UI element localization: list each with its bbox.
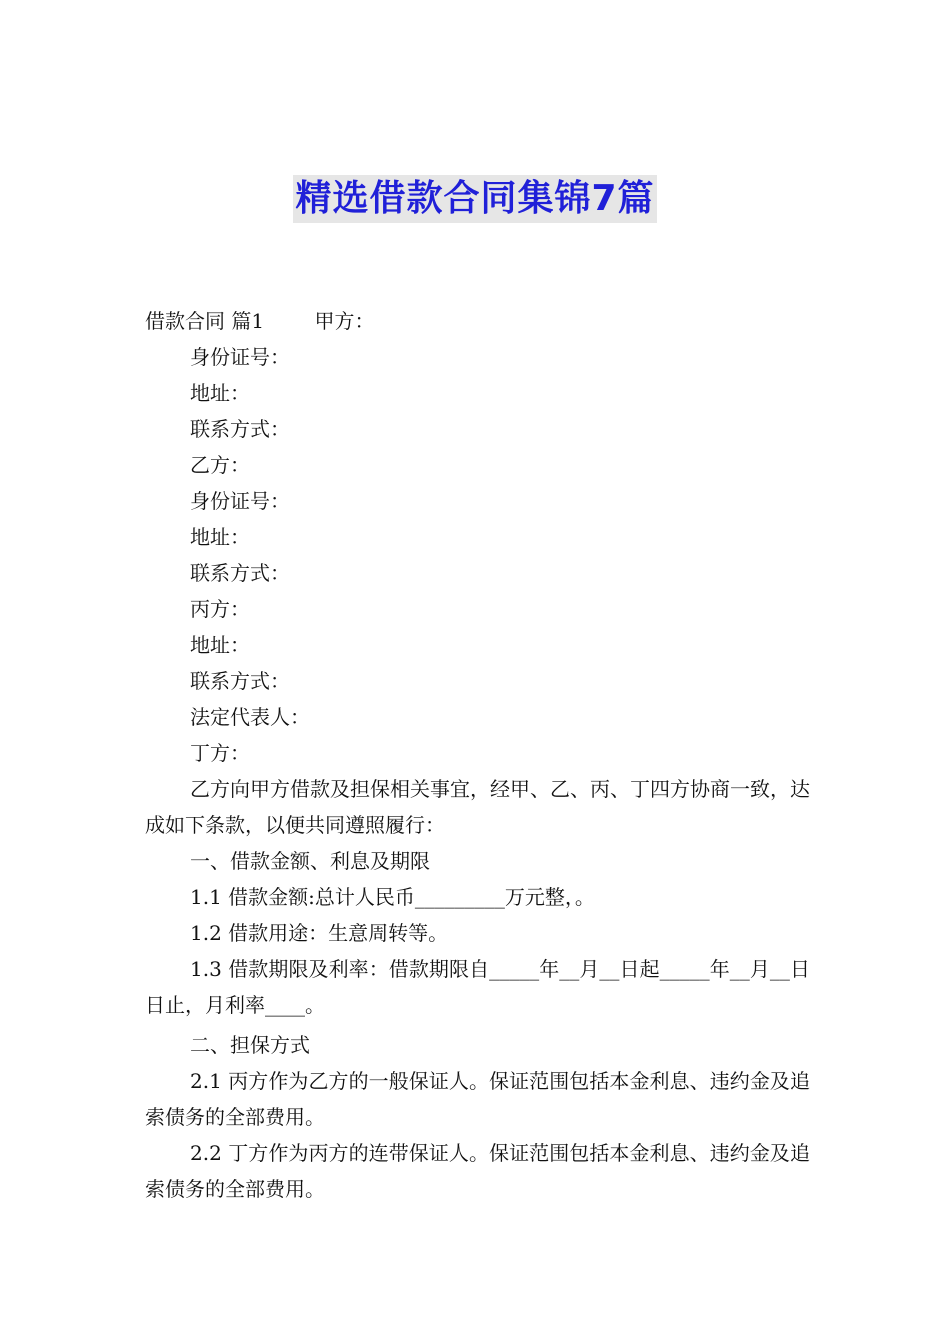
clause-1-heading: 一、借款金额、利息及期限 — [190, 849, 430, 873]
field-id-b: 身份证号： — [190, 489, 290, 513]
document-body — [145, 303, 810, 1207]
field-address-c: 地址： — [190, 633, 250, 657]
title-container — [0, 175, 950, 223]
party-c-label: 丙方： — [190, 597, 250, 621]
field-contact-a: 联系方式： — [190, 417, 290, 441]
section-heading-row — [145, 303, 810, 339]
field-id-a: 身份证号： — [190, 345, 290, 369]
field-address-a: 地址： — [190, 381, 250, 405]
section-heading: 借款合同 篇1 — [145, 309, 265, 333]
clause-2-1: 2.1 丙方作为乙方的一般保证人。保证范围包括本金利息、违约金及追索债务的全部费用。 — [145, 1069, 810, 1129]
party-a-label: 甲方： — [314, 309, 375, 333]
field-contact-c: 联系方式： — [190, 669, 290, 693]
field-address-b: 地址： — [190, 525, 250, 549]
field-legal-rep: 法定代表人： — [190, 705, 310, 729]
document-title: 精选借款合同集锦7篇 — [293, 175, 656, 223]
clause-1-3: 1.3 借款期限及利率：借款期限自_____年__月__日起_____年__月__日日止，月利率____。 — [145, 957, 810, 1017]
clause-2-heading: 二、担保方式 — [190, 1033, 310, 1057]
intro-paragraph: 乙方向甲方借款及担保相关事宜，经甲、乙、丙、丁四方协商一致，达成如下条款，以便共同遵照履行： — [145, 777, 810, 837]
clause-1-1: 1.1 借款金额:总计人民币_________万元整，。 — [190, 885, 595, 909]
field-contact-b: 联系方式： — [190, 561, 290, 585]
party-b-label: 乙方： — [190, 453, 250, 477]
party-d-label: 丁方： — [190, 741, 250, 765]
clause-2-2: 2.2 丁方作为丙方的连带保证人。保证范围包括本金利息、违约金及追索债务的全部费用。 — [145, 1141, 810, 1201]
clause-1-2: 1.2 借款用途：生意周转等。 — [190, 921, 449, 945]
